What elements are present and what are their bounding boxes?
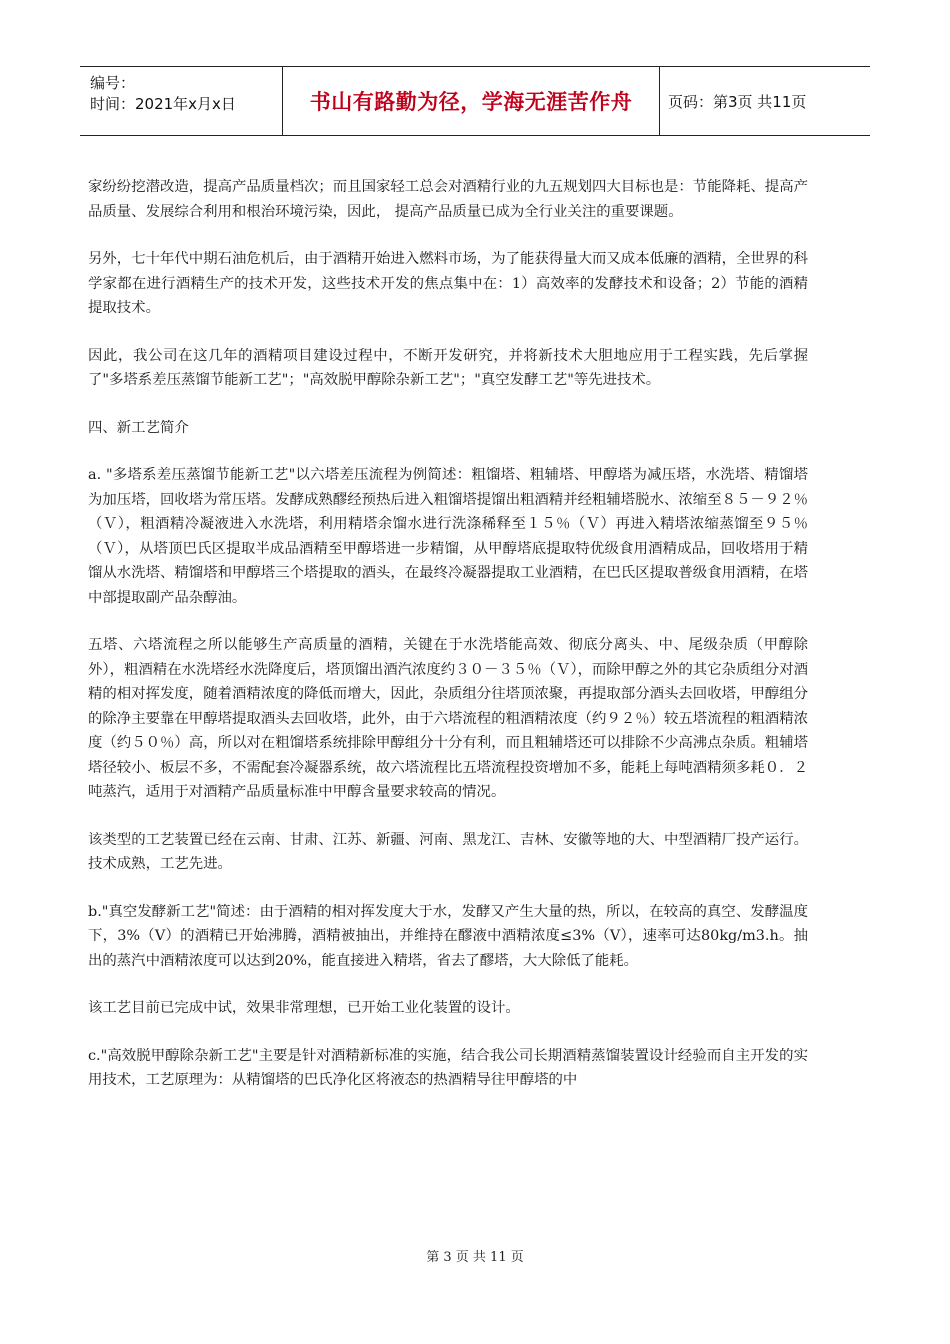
header-motto: 书山有路勤为径，学海无涯苦作舟: [283, 67, 660, 135]
document-time-label: 时间：2021年x月x日: [90, 95, 236, 113]
paragraph: 因此，我公司在这几年的酒精项目建设过程中，不断开发研究，并将新技术大胆地应用于工程实践，先后掌握了"多塔系差压蒸馏节能新工艺"；"高效脱甲醇除杂新工艺"；"真空发酵工艺"等先进技术。: [88, 347, 808, 388]
paragraph: a. "多塔系差压蒸馏节能新工艺"以六塔差压流程为例简述：粗馏塔、粗辅塔、甲醇塔为减压塔，水洗塔、精馏塔为加压塔，回收塔为常压塔。发酵成熟醪经预热后进入粗馏塔提馏出粗酒精并经粗辅塔脱水、浓缩至８５－９２％（Ｖ），粗酒精冷凝液进入水洗塔，利用精塔余馏水进行洗涤稀释至１５％（Ｖ）再进入精塔浓缩蒸馏至９５％（Ｖ），从塔顶巴氏区提取半成品酒精至甲醇塔进一步精馏，从甲醇塔底提取特优级食用酒精成品，回收塔用于精馏从水洗塔、精馏塔和甲醇塔三个塔提取的酒头，在最终冷凝器提取工业酒精，在巴氏区提取普级食用酒精，在塔中部提取副产品杂醇油。: [88, 467, 808, 606]
section-heading: 四、新工艺简介: [88, 419, 189, 436]
paragraph: 家纷纷挖潜改造，提高产品质量档次；而且国家轻工总会对酒精行业的九五规划四大目标也是：节能降耗、提高产品质量、发展综合利用和根治环境污染，因此， 提高产品质量已成为全行业关注的重要课题。: [88, 179, 808, 220]
paragraph: 该工艺目前已完成中试，效果非常理想，已开始工业化装置的设计。: [88, 1000, 520, 1016]
page-header: [80, 66, 870, 136]
page-footer: 第 3 页 共 11 页: [426, 1250, 524, 1265]
paragraph: c."高效脱甲醇除杂新工艺"主要是针对酒精新标准的实施，结合我公司长期酒精蒸馏装置设计经验而自主开发的实用技术，工艺原理为：从精馏塔的巴氏净化区将液态的热酒精导往甲醇塔的中: [88, 1047, 808, 1088]
header-meta: [80, 67, 283, 135]
paragraph: 另外，七十年代中期石油危机后，由于酒精开始进入燃料市场，为了能获得量大而又成本低廉的酒精，全世界的科学家都在进行酒精生产的技术开发，这些技术开发的焦点集中在：1）高效率的发酵技术和设备；2）节能的酒精提取技术。: [88, 251, 808, 316]
document-body: [88, 175, 808, 1116]
paragraph: 五塔、六塔流程之所以能够生产高质量的酒精，关键在于水洗塔能高效、彻底分离头、中、尾级杂质（甲醇除外），粗酒精在水洗塔经水洗降度后，塔顶馏出酒汽浓度约３０－３５％（Ｖ），而除甲醇之外的其它杂质组分对酒精的相对挥发度，随着酒精浓度的降低而增大，因此，杂质组分往塔顶浓聚，再提取部分酒头去回收塔，甲醇组分的除净主要靠在甲醇塔提取酒头去回收塔，此外，由于六塔流程的粗酒精浓度（约９２％）较五塔流程的粗酒精浓度（约５０％）高，所以对在粗馏塔系统排除甲醇组分十分有利，而且粗辅塔还可以排除不少高沸点杂质。粗辅塔塔径较小、板层不多，不需配套冷凝器系统，故六塔流程比五塔流程投资增加不多，能耗上每吨酒精须多耗０．２吨蒸汽，适用于对酒精产品质量标准中甲醇含量要求较高的情况。: [88, 637, 808, 800]
header-page-info: 页码：第3页 共11页: [668, 92, 807, 111]
document-number-label: 编号：: [90, 74, 136, 92]
paragraph: b."真空发酵新工艺"简述：由于酒精的相对挥发度大于水，发酵又产生大量的热，所以，在较高的真空、发酵温度下，3%（V）的酒精已开始沸腾，酒精被抽出，并维持在醪液中酒精浓度≤3%（V），速率可达80kg/m3.h。抽出的蒸汽中酒精浓度可以达到20%，能直接进入精塔，省去了醪塔，大大除低了能耗。: [88, 903, 808, 969]
paragraph: 该类型的工艺装置已经在云南、甘肃、江苏、新疆、河南、黑龙江、吉林、安徽等地的大、中型酒精厂投产运行。技术成熟，工艺先进。: [88, 831, 808, 872]
